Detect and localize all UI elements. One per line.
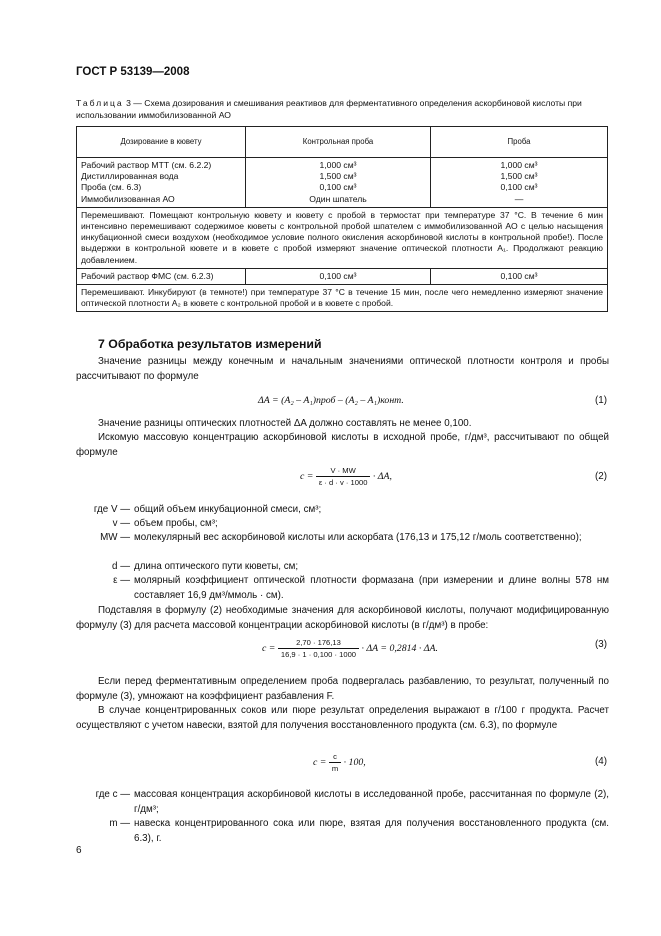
definition-text: молекулярный вес аскорбиновой кислоты или аскорбата (176,13 и 175,12 г/моль соответственно); <box>134 532 582 543</box>
reagent-item: Иммобилизованная АО <box>81 193 175 204</box>
sample-value: 0,100 см³ <box>500 182 538 193</box>
table-row <box>77 268 608 284</box>
definition-key: MW — <box>100 532 130 543</box>
fraction-denominator: 16,9 · 1 · 0,100 · 1000 <box>280 650 357 659</box>
table-header-cell: Дозирование в кювету <box>77 127 246 158</box>
definition-text: массовая концентрация аскорбиновой кислоты в исследованной пробе, рассчитанная по формуле (2), г/дм³; <box>134 789 609 815</box>
sample-value: — <box>514 193 524 204</box>
equation-1: ΔA = (A₂ – A₁)проб – (A₂ – A₁)конт. <box>258 395 404 406</box>
paragraph: Значение разницы между конечным и начальным значениями оптической плотности контроля и пробы рассчитывают по формуле <box>76 356 609 382</box>
fraction-numerator: V · MW <box>316 466 371 477</box>
control-cell: 0,100 см³ <box>246 268 431 284</box>
definition-text: объем пробы, см³; <box>134 518 218 529</box>
table-caption <box>76 97 606 121</box>
equation-number: (2) <box>595 471 607 482</box>
table-caption-prefix: Таблица <box>76 98 124 108</box>
control-value: Один шпатель <box>309 193 367 204</box>
definition-text: молярный коэффициент оптической плотности формазана (при измерении и длине волны 578 нм составляет 16,9 дм³/ммоль · см). <box>134 575 609 601</box>
equation-3 <box>262 638 438 659</box>
fraction-denominator: m <box>331 764 339 773</box>
table-note-row <box>77 285 608 312</box>
definition-text: навеска концентрированного сока или пюре, взятая для получения восстановленного продукта (см. 6.3), г. <box>134 818 609 844</box>
equation-lhs: c = <box>262 642 276 654</box>
section-title: 7 Обработка результатов измерений <box>98 337 322 351</box>
equation-number: (1) <box>595 395 607 406</box>
equation-rhs: · ΔA, <box>372 470 392 482</box>
definition-key: v — <box>112 518 130 529</box>
equation-fraction <box>316 466 371 487</box>
equation-rhs: · 100, <box>343 756 366 768</box>
table-row <box>77 158 608 208</box>
equation-lhs: c = <box>313 756 327 768</box>
fraction-numerator: 2,70 · 176,13 <box>278 638 359 649</box>
definition-text: длина оптического пути кюветы, см; <box>134 561 299 572</box>
table-note-row <box>77 207 608 268</box>
equation-number: (4) <box>595 756 607 767</box>
fraction-denominator: ε · d · v · 1000 <box>318 478 368 487</box>
table-header-cell: Проба <box>431 127 608 158</box>
paragraph: В случае концентрированных соков или пюре результат определения выражают в г/100 г продукта. Расчет осуществляют с учетом навески, взятой для получения восстановленного продукта (см. 6.3), по формуле <box>76 705 609 731</box>
definition-key: где V — <box>93 504 130 515</box>
paragraph: Искомую массовую концентрацию аскорбиновой кислоты в исходной пробе, г/дм³, рассчитывают по общей формуле <box>76 432 609 458</box>
equation-4 <box>313 752 366 773</box>
control-value: 0,100 см³ <box>319 182 357 193</box>
table-header-row <box>77 127 608 158</box>
control-cell <box>246 158 431 208</box>
definition-text: общий объем инкубационной смеси, см³; <box>134 504 322 515</box>
reagent-item: Проба (см. 6.3) <box>81 182 142 193</box>
reagent-cell: Рабочий раствор ФМС (см. 6.2.3) <box>77 268 246 284</box>
definition-key: m — <box>109 818 130 829</box>
table-note: Перемешивают. Инкубируют (в темноте!) при температуре 37 °С в течение 15 мин, после чего немедленно измеряют значение оптической плотности A₂ в кювете с контрольной пробой и в кювете с пробой. <box>77 285 608 312</box>
control-value: 1,500 см³ <box>319 171 357 182</box>
table-note: Перемешивают. Помещают контрольную кювету и кювету с пробой в термостат при температуре 37 °С. В течение 6 мин интенсивно перемешивают содержимое кюветы с контрольной пробой шпателем с иммобилизованной АО с целью насыщения инкубационной смеси воздухом (необходимое условие полного окисления аскорбиновой кислоты в контрольной пробе!). После выдержки в контрольной кювете и в кювете с пробой измеряют значение оптической плотности A₁. Продолжают реакцию добавлением. <box>77 207 608 268</box>
definition-key: где c — <box>95 789 130 800</box>
fraction-numerator: c <box>329 752 341 763</box>
table-header-cell: Контрольная проба <box>246 127 431 158</box>
equation-fraction <box>278 638 359 659</box>
sample-cell <box>431 158 608 208</box>
reagent-cell <box>77 158 246 208</box>
paragraph: Значение разницы оптических плотностей ΔA должно составлять не менее 0,100. <box>98 418 472 429</box>
reagent-item: Дистиллированная вода <box>81 171 179 182</box>
page-number: 6 <box>76 845 82 856</box>
paragraph: Подставляя в формулу (2) необходимые значения для аскорбиновой кислоты, получают модифицированную формулу (3) для расчета массовой концентрации аскорбиновой кислоты (в г/дм³) в пробе: <box>76 605 609 631</box>
equation-fraction <box>329 752 341 773</box>
sample-value: 1,500 см³ <box>500 171 538 182</box>
control-value: 1,000 см³ <box>319 160 357 170</box>
document-header: ГОСТ Р 53139—2008 <box>76 66 190 78</box>
sample-value: 1,000 см³ <box>500 160 538 170</box>
equation-lhs: c = <box>300 470 314 482</box>
dosing-table <box>76 126 608 312</box>
paragraph: Если перед ферментативным определением проба подвергалась разбавлению, то результат, полученный по формуле (3), умножают на коэффициент разбавления F. <box>76 676 609 702</box>
equation-rhs: · ΔA = 0,2814 · ΔA. <box>361 642 438 654</box>
equation-number: (3) <box>595 639 607 650</box>
reagent-item: Рабочий раствор МТТ (см. 6.2.2) <box>81 160 212 170</box>
sample-cell: 0,100 см³ <box>431 268 608 284</box>
table-caption-text: 3 — Схема дозирования и смешивания реактивов для ферментативного определения аскорбиновой кислоты при использовании иммобилизованной АО <box>76 98 582 120</box>
equation-2 <box>300 466 392 487</box>
definition-key: ε — <box>113 575 130 586</box>
definition-key: d — <box>112 561 130 572</box>
